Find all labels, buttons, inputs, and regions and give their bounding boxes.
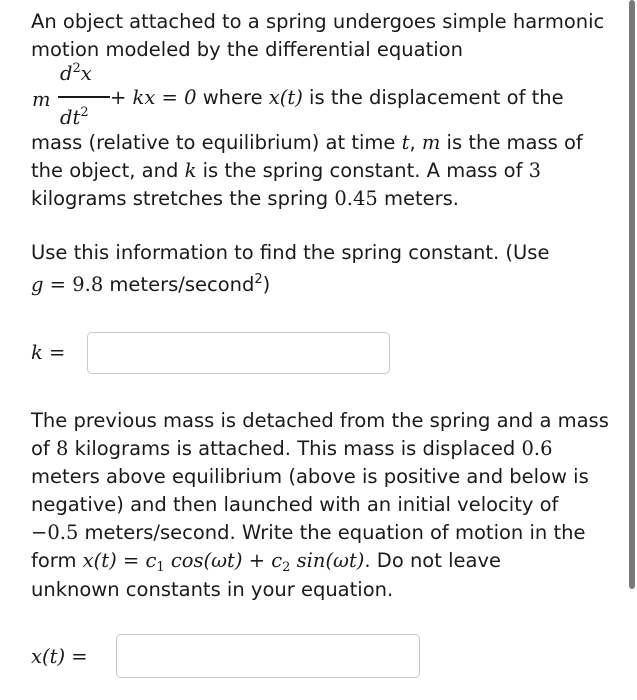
differential-equation [30, 62, 110, 138]
eq-numerator: $d^2x$ [60, 61, 92, 85]
intro-line-4: mass (relative to equilibrium) at time t, m is the mass of [31, 131, 583, 154]
intro-line-5: the object, and k is the spring constant. A mass of 3 [31, 159, 542, 182]
xt-answer-input[interactable] [116, 634, 420, 678]
part2-line-7: unknown constants in your equation. [31, 578, 394, 601]
k-answer-input[interactable] [87, 332, 390, 374]
part1-line-1: Use this information to find the spring constant. (Use [31, 241, 550, 264]
intro-line-2: motion modeled by the differential equation [31, 38, 463, 61]
eq-denominator: $dt^2$ [60, 105, 89, 129]
intro-line-1: An object attached to a spring undergoes simple harmonic [31, 10, 605, 33]
part2-line-3: meters above equilibrium (above is positive and below is [31, 465, 589, 488]
part2-line-4: negative) and then launched with an initial velocity of [31, 493, 559, 516]
part2-line-5: −0.5 meters/second. Write the equation of motion in the [31, 521, 586, 544]
eq-mass-symbol: m [32, 88, 51, 111]
k-answer-label: k = [31, 341, 66, 364]
fraction-bar [58, 96, 110, 98]
eq-rest-line: + kx = 0 where x(t) is the displacement of the [110, 86, 564, 109]
xt-answer-label: x(t) = [31, 645, 88, 668]
vertical-scrollbar[interactable] [629, 0, 635, 589]
intro-line-6: kilograms stretches the spring 0.45 meters. [31, 187, 459, 210]
part2-line-1: The previous mass is detached from the spring and a mass [31, 409, 609, 432]
part2-line-2: of 8 kilograms is attached. This mass is displaced 0.6 [31, 437, 553, 460]
part2-line-6: form $x(t) = c_1$ $\cos(\omega t) + c_2$ sin(ωt). Do not leave [31, 549, 501, 575]
part1-line-2: g = 9.8 meters/second$^2$) [31, 272, 271, 296]
